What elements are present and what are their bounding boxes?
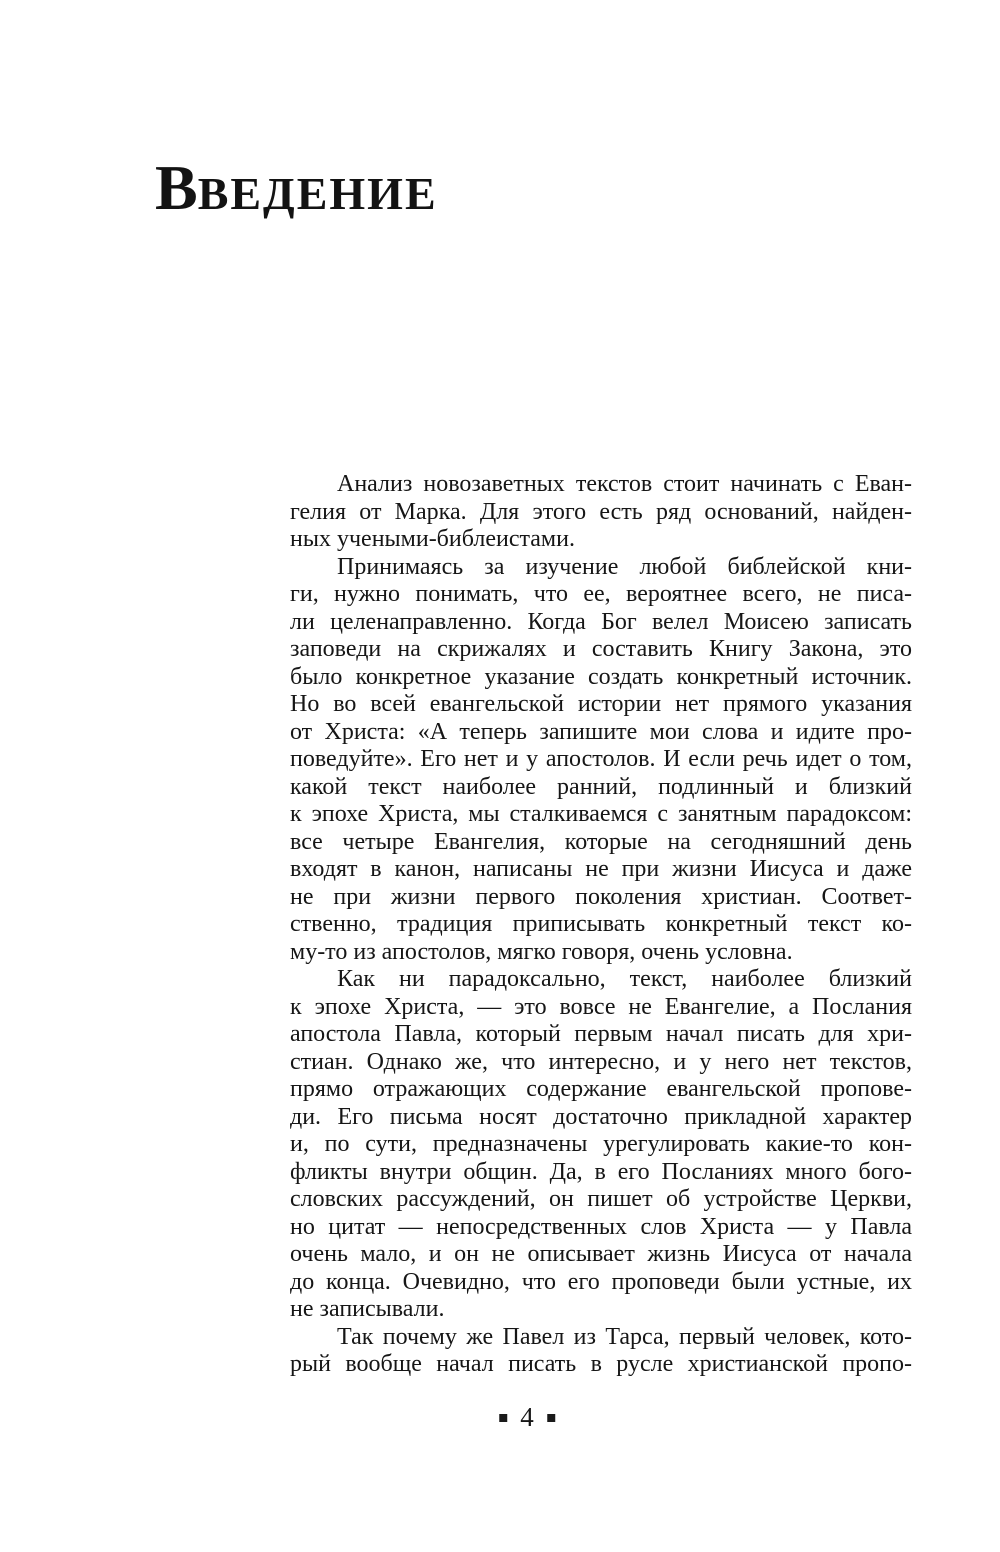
text-line: от Христа: «А теперь запишите мои слова и идите про- — [290, 718, 912, 745]
text-line: Как ни парадоксально, текст, наиболее близкий — [337, 966, 912, 992]
text-line: ли целенаправленно. Когда Бог велел Моисею записать — [290, 608, 912, 635]
text-line: ственно, традиция приписывать конкретный текст ко- — [290, 911, 912, 937]
text-line: ди. Его письма носят достаточно прикладной характер — [290, 1103, 912, 1130]
text-line: прямо отражающих содержание евангельской пропове- — [290, 1076, 912, 1102]
black-square-icon — [499, 1414, 507, 1422]
text-line: Анализ новозаветных текстов стоит начинать с Еван- — [337, 471, 912, 497]
text-line: апостола Павла, который первым начал писать для хри- — [290, 1021, 912, 1047]
chapter-title-rest: ВЕДЕНИЕ — [197, 168, 438, 219]
paragraph — [290, 966, 912, 1324]
page-footer — [499, 1404, 555, 1431]
text-line: какой текст наиболее ранний, подлинный и близкий — [290, 773, 912, 800]
text-line: заповеди на скрижалях и составить Книгу Закона, это — [290, 636, 912, 662]
paragraph — [290, 471, 912, 554]
text-line: к эпохе Христа, — это вовсе не Евангелие, а Послания — [290, 993, 912, 1020]
text-line: стиан. Однако же, что интересно, и у него нет текстов, — [290, 1048, 912, 1075]
text-line: было конкретное указание создать конкретный источник. — [290, 663, 912, 690]
text-line: гелия от Марка. Для этого есть ряд оснований, найден- — [290, 498, 912, 525]
text-line: входят в канон, написаны не при жизни Иисуса и даже — [290, 856, 912, 882]
body-text — [290, 471, 912, 1379]
text-line: очень мало, и он не описывает жизнь Иисуса от начала — [290, 1241, 912, 1267]
text-line: Так почему же Павел из Тарса, первый человек, кото- — [337, 1323, 912, 1350]
text-line: поведуйте». Его нет и у апостолов. И если речь идет о том, — [290, 746, 912, 772]
black-square-icon — [547, 1414, 555, 1422]
text-line: но цитат — непосредственных слов Христа — у Павла — [290, 1213, 912, 1240]
text-line: словских рассуждений, он пишет об устройстве Церкви, — [290, 1186, 912, 1212]
text-line: ных учеными-библеистами. — [290, 526, 575, 552]
text-line: ги, нужно понимать, что ее, вероятнее всего, не писа- — [290, 581, 912, 607]
paragraph — [290, 1324, 912, 1379]
text-line: до конца. Очевидно, что его проповеди были устные, их — [290, 1268, 912, 1295]
text-line: не при жизни первого поколения христиан. Соответ- — [290, 883, 912, 910]
text-line: Принимаясь за изучение любой библейской кни- — [337, 553, 912, 580]
text-line: и, по сути, предназначены урегулировать какие-то кон- — [290, 1131, 912, 1157]
text-line: рый вообще начал писать в русле христианской пропо- — [290, 1351, 912, 1377]
chapter-title-initial: В — [155, 152, 198, 223]
text-line: не записывали. — [290, 1296, 445, 1322]
page-number: 4 — [520, 1402, 534, 1432]
paragraph — [290, 554, 912, 967]
text-line: все четыре Евангелия, которые на сегодняшний день — [290, 828, 912, 855]
text-line: к эпохе Христа, мы сталкиваемся с занятным парадоксом: — [290, 801, 912, 827]
text-line: Но во всей евангельской истории нет прямого указания — [290, 691, 912, 717]
text-line: му-то из апостолов, мягко говоря, очень условна. — [290, 938, 793, 965]
chapter-title — [155, 152, 438, 230]
text-line: фликты внутри общин. Да, в его Посланиях много бого- — [290, 1158, 912, 1185]
